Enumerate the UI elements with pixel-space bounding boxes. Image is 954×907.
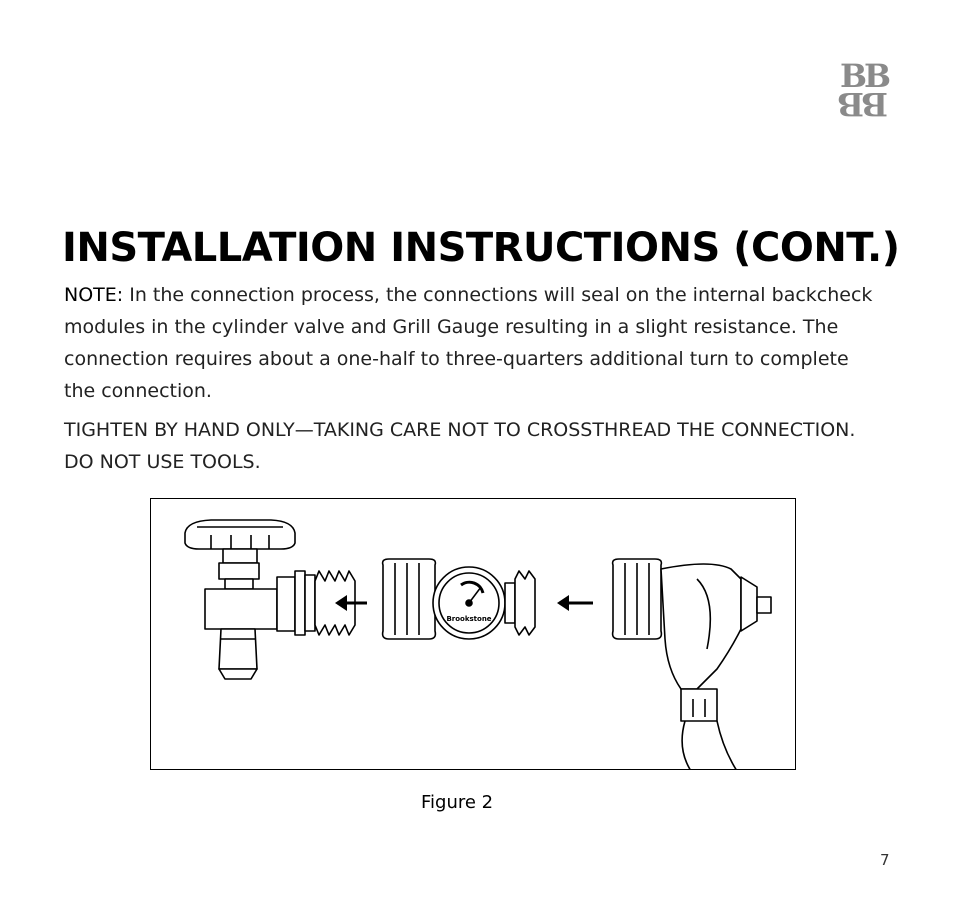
figure-caption: Figure 2	[421, 792, 494, 813]
logo-glyph-top: BB	[839, 57, 889, 95]
grill-gauge-illustration	[383, 559, 535, 639]
logo-glyph-bottom: BB	[839, 85, 889, 123]
note-label: NOTE:	[64, 284, 124, 306]
connection-diagram	[151, 499, 796, 770]
gauge-brand-label: Brookstone	[446, 615, 492, 623]
page-number: 7	[880, 851, 890, 869]
page-title: INSTALLATION INSTRUCTIONS (CONT.)	[62, 225, 900, 271]
brand-logo	[836, 57, 892, 123]
note-text: In the connection process, the connections will seal on the internal backcheck modules in the cylinder valve and Grill Gauge resulting in a slight resistance. The connection requires about a one-half to three-quarters additional turn to complete the connection.	[64, 284, 873, 402]
arrow-left-icon-2	[557, 595, 593, 611]
regulator-hose-illustration	[613, 559, 771, 770]
cylinder-valve-illustration	[185, 520, 355, 679]
warning-paragraph: TIGHTEN BY HAND ONLY—TAKING CARE NOT TO CROSSTHREAD THE CONNECTION. DO NOT USE TOOLS.	[64, 419, 856, 473]
figure-2-illustration	[150, 498, 796, 770]
note-paragraph	[64, 279, 874, 407]
